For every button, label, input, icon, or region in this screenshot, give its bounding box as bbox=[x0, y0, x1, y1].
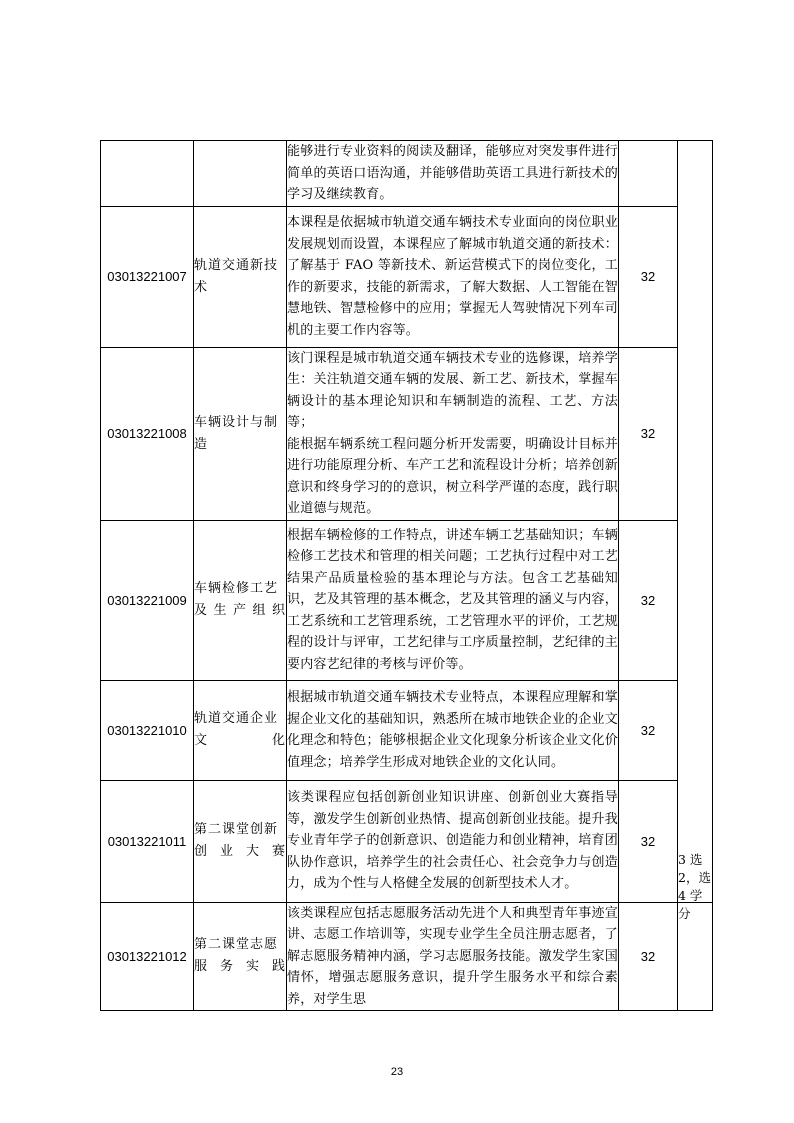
course-hours: 32 bbox=[619, 780, 678, 902]
course-hours: 32 bbox=[619, 347, 678, 520]
course-name: 车辆检修工艺及生产组织 bbox=[194, 520, 287, 680]
table-row bbox=[101, 680, 713, 780]
course-name: 车辆设计与制造 bbox=[194, 347, 287, 520]
course-name: 轨道交通企业文化 bbox=[194, 680, 287, 780]
course-description: 根据车辆检修的工作特点，讲述车辆工艺基础知识；车辆检修工艺技术和管理的相关问题；工艺执行过程中对工艺结果产品质量检验的基本理论与方法。包含工艺基础知识，艺及其管理的基本概念，艺及其管理的涵义与内容，工艺系统和工艺管理系统，工艺管理水平的评价，工艺规程的设计与评审，工艺纪律与工序质量控制，艺纪律的主要内容艺纪律的考核与评价等。 bbox=[287, 520, 619, 680]
course-table bbox=[100, 140, 713, 1011]
course-hours: 32 bbox=[619, 902, 678, 1011]
course-hours: 32 bbox=[619, 520, 678, 680]
course-code: 03013221011 bbox=[101, 780, 194, 902]
course-code: 03013221007 bbox=[101, 206, 194, 347]
course-description: 该类课程应包括创新创业知识讲座、创新创业大赛指导等，激发学生创新创业热情、提高创新创业技能。提升我专业青年学子的创新意识、创造能力和创业精神，培育团队协作意识，培养学生的社会责任心、社会竞争力与创造力，成为个性与人格健全发展的创新型技术人才。 bbox=[287, 780, 619, 902]
course-hours: 32 bbox=[619, 680, 678, 780]
table-row bbox=[101, 141, 713, 207]
table-row bbox=[101, 902, 713, 1011]
course-code: 03013221010 bbox=[101, 680, 194, 780]
course-hours: 32 bbox=[619, 206, 678, 347]
table-row bbox=[101, 206, 713, 347]
elective-note-empty bbox=[678, 141, 713, 903]
elective-note-text: 3 选 2，选 4 学分 bbox=[678, 851, 711, 921]
course-hours bbox=[619, 141, 678, 207]
course-name: 第二课堂创新创业大赛 bbox=[194, 780, 287, 902]
course-description bbox=[287, 347, 619, 520]
table-row bbox=[101, 347, 713, 520]
course-description: 能够进行专业资料的阅读及翻译，能够应对突发事件进行简单的英语口语沟通，并能够借助英语工具进行新技术的学习及继续教育。 bbox=[287, 141, 619, 207]
course-description-part: 该门课程是城市轨道交通车辆技术专业的选修课，培养学生：关注轨道交通车辆的发展、新工艺、新技术，掌握车辆设计的基本理论知识和车辆制造的流程、工艺、方法等； 能根据车辆系统工程问题分析开发需要，明确设计目标并进行功能原理分析、车产工艺和流程设计分析；培养创新意识和终身学习的的意识，树立科学严谨的态度，践行职业道德与规范。 bbox=[287, 350, 618, 516]
course-code: 03013221009 bbox=[101, 520, 194, 680]
course-description: 本课程是依据城市轨道交通车辆技术专业面向的岗位职业发展规划而设置，本课程应了解城市轨道交通的新技术：了解基于 FAO 等新技术、新运营模式下的岗位变化，工作的新要求，技能的新需求，了解大数据、人工智能在智慧地铁、智慧检修中的应用；掌握无人驾驶情况下列车司机的主要工作内容等。 bbox=[287, 206, 619, 347]
course-description: 该类课程应包括志愿服务活动先进个人和典型青年事迹宣讲、志愿工作培训等，实现专业学生全员注册志愿者，了解志愿服务精神内涵，学习志愿服务技能。激发学生家国情怀，增强志愿服务意识，提升学生服务水平和综合素养，对学生思 bbox=[287, 902, 619, 1011]
page-number: 23 bbox=[390, 1066, 404, 1078]
course-name: 第二课堂志愿服务实践 bbox=[194, 902, 287, 1011]
course-code: 03013221008 bbox=[101, 347, 194, 520]
course-description: 根据城市轨道交通车辆技术专业特点，本课程应理解和掌握企业文化的基础知识，熟悉所在城市地铁企业的企业文化理念和特色；能够根据企业文化现象分析该企业文化价值理念；培养学生形成对地铁企业的文化认同。 bbox=[287, 680, 619, 780]
table-row bbox=[101, 780, 713, 902]
elective-note bbox=[678, 851, 713, 1011]
course-code: 03013221012 bbox=[101, 902, 194, 1011]
course-name: 轨道交通新技术 bbox=[194, 206, 287, 347]
course-name bbox=[194, 141, 287, 207]
course-code bbox=[101, 141, 194, 207]
table-row bbox=[101, 520, 713, 680]
